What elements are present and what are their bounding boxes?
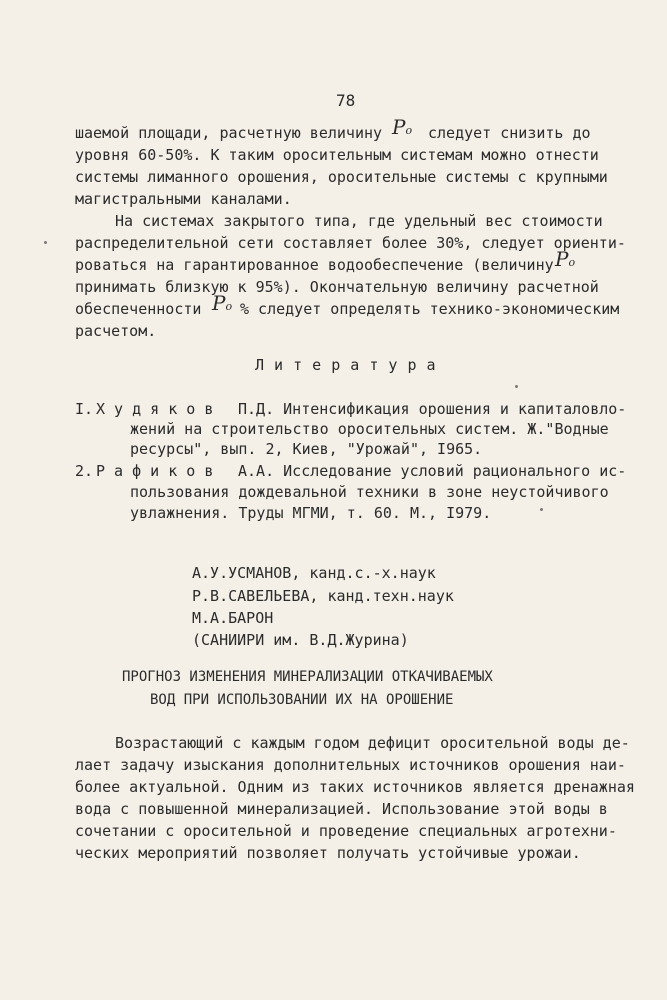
- ref1-author: Х у д я к о в: [96, 400, 214, 418]
- para1-line2: уровня 60-50%. К таким оросительным системам можно отнести: [75, 146, 599, 164]
- ref1-line1: П.Д. Интенсификация орошения и капиталовло-: [238, 400, 627, 418]
- para1-line4: магистральными каналами.: [75, 190, 292, 208]
- literature-heading: Л и т е р а т у р а: [255, 356, 437, 374]
- scan-speck: [44, 241, 47, 244]
- body-line: ческих мероприятий позволяет получать устойчивые урожаи.: [75, 844, 581, 862]
- para2-line3: роваться на гарантированное водообеспечение (величину: [75, 256, 554, 274]
- para1-line1-end: следует снизить до: [428, 124, 591, 142]
- ref2-number: 2.: [75, 462, 94, 480]
- page-number: 78: [336, 91, 356, 110]
- para2-line1: На системах закрытого типа, где удельный вес стоимости: [115, 212, 603, 230]
- scan-speck: [515, 385, 518, 388]
- author-line: А.У.УСМАНОВ, канд.с.-х.наук: [192, 564, 436, 582]
- p-subscript: o: [568, 256, 576, 269]
- ref1-number: I.: [75, 400, 94, 418]
- article-title-line2: ВОД ПРИ ИСПОЛЬЗОВАНИИ ИХ НА ОРОШЕНИЕ: [150, 692, 454, 708]
- p-subscript: o: [405, 124, 413, 137]
- body-line: более актуальной. Одним из таких источников является дренажная: [75, 778, 635, 796]
- ref2-line2: пользования дождевальной техники в зоне неустойчивого: [130, 483, 609, 501]
- ref1-line2: жений на строительство оросительных систем. Ж."Водные: [130, 420, 609, 438]
- para1-line1-start: шаемой площади, расчетную величину: [75, 124, 383, 142]
- para2-line2: распределительной сети составляет более 30%, следует ориенти-: [75, 234, 626, 252]
- ref2-line3: увлажнения. Труды МГМИ, т. 60. М., I979.: [130, 504, 492, 522]
- para2-line4: принимать близкую к 95%). Окончательную величину расчетной: [75, 278, 599, 296]
- ref2-author: Р а ф и к о в: [96, 462, 214, 480]
- p-subscript: o: [225, 300, 233, 313]
- scan-speck: [540, 508, 543, 511]
- para2-line5-end: % следует определять технико-экономическим: [240, 300, 620, 318]
- ref2-line1: А.А. Исследование условий рационального ис-: [238, 462, 627, 480]
- article-title-line1: ПРОГНОЗ ИЗМЕНЕНИЯ МИНЕРАЛИЗАЦИИ ОТКАЧИВАЕМЫХ: [122, 669, 493, 685]
- p-symbol: Po: [392, 115, 413, 139]
- para1-line3: системы лиманного орошения, оросительные системы с крупными: [75, 168, 608, 186]
- body-line: вода с повышенной минерализацией. Использование этой воды в: [75, 800, 608, 818]
- para2-line5-start: обеспеченности: [75, 300, 202, 318]
- ref1-line3: ресурсы", вып. 2, Киев, "Урожай", I965.: [130, 440, 483, 458]
- para2-line6: расчетом.: [75, 322, 157, 340]
- author-affiliation: (САНИИРИ им. В.Д.Журина): [192, 631, 409, 649]
- p-symbol: Po: [212, 291, 233, 315]
- author-line: Р.В.САВЕЛЬЕВА, канд.техн.наук: [192, 587, 454, 605]
- body-line: Возрастающий с каждым годом дефицит оросительной воды де-: [115, 734, 630, 752]
- body-line: сочетании с оросительной и проведение специальных агротехни-: [75, 822, 617, 840]
- author-line: М.А.БАРОН: [192, 609, 274, 627]
- p-symbol: Po: [555, 247, 576, 271]
- body-line: лает задачу изыскания дополнительных источников орошения наи-: [75, 756, 626, 774]
